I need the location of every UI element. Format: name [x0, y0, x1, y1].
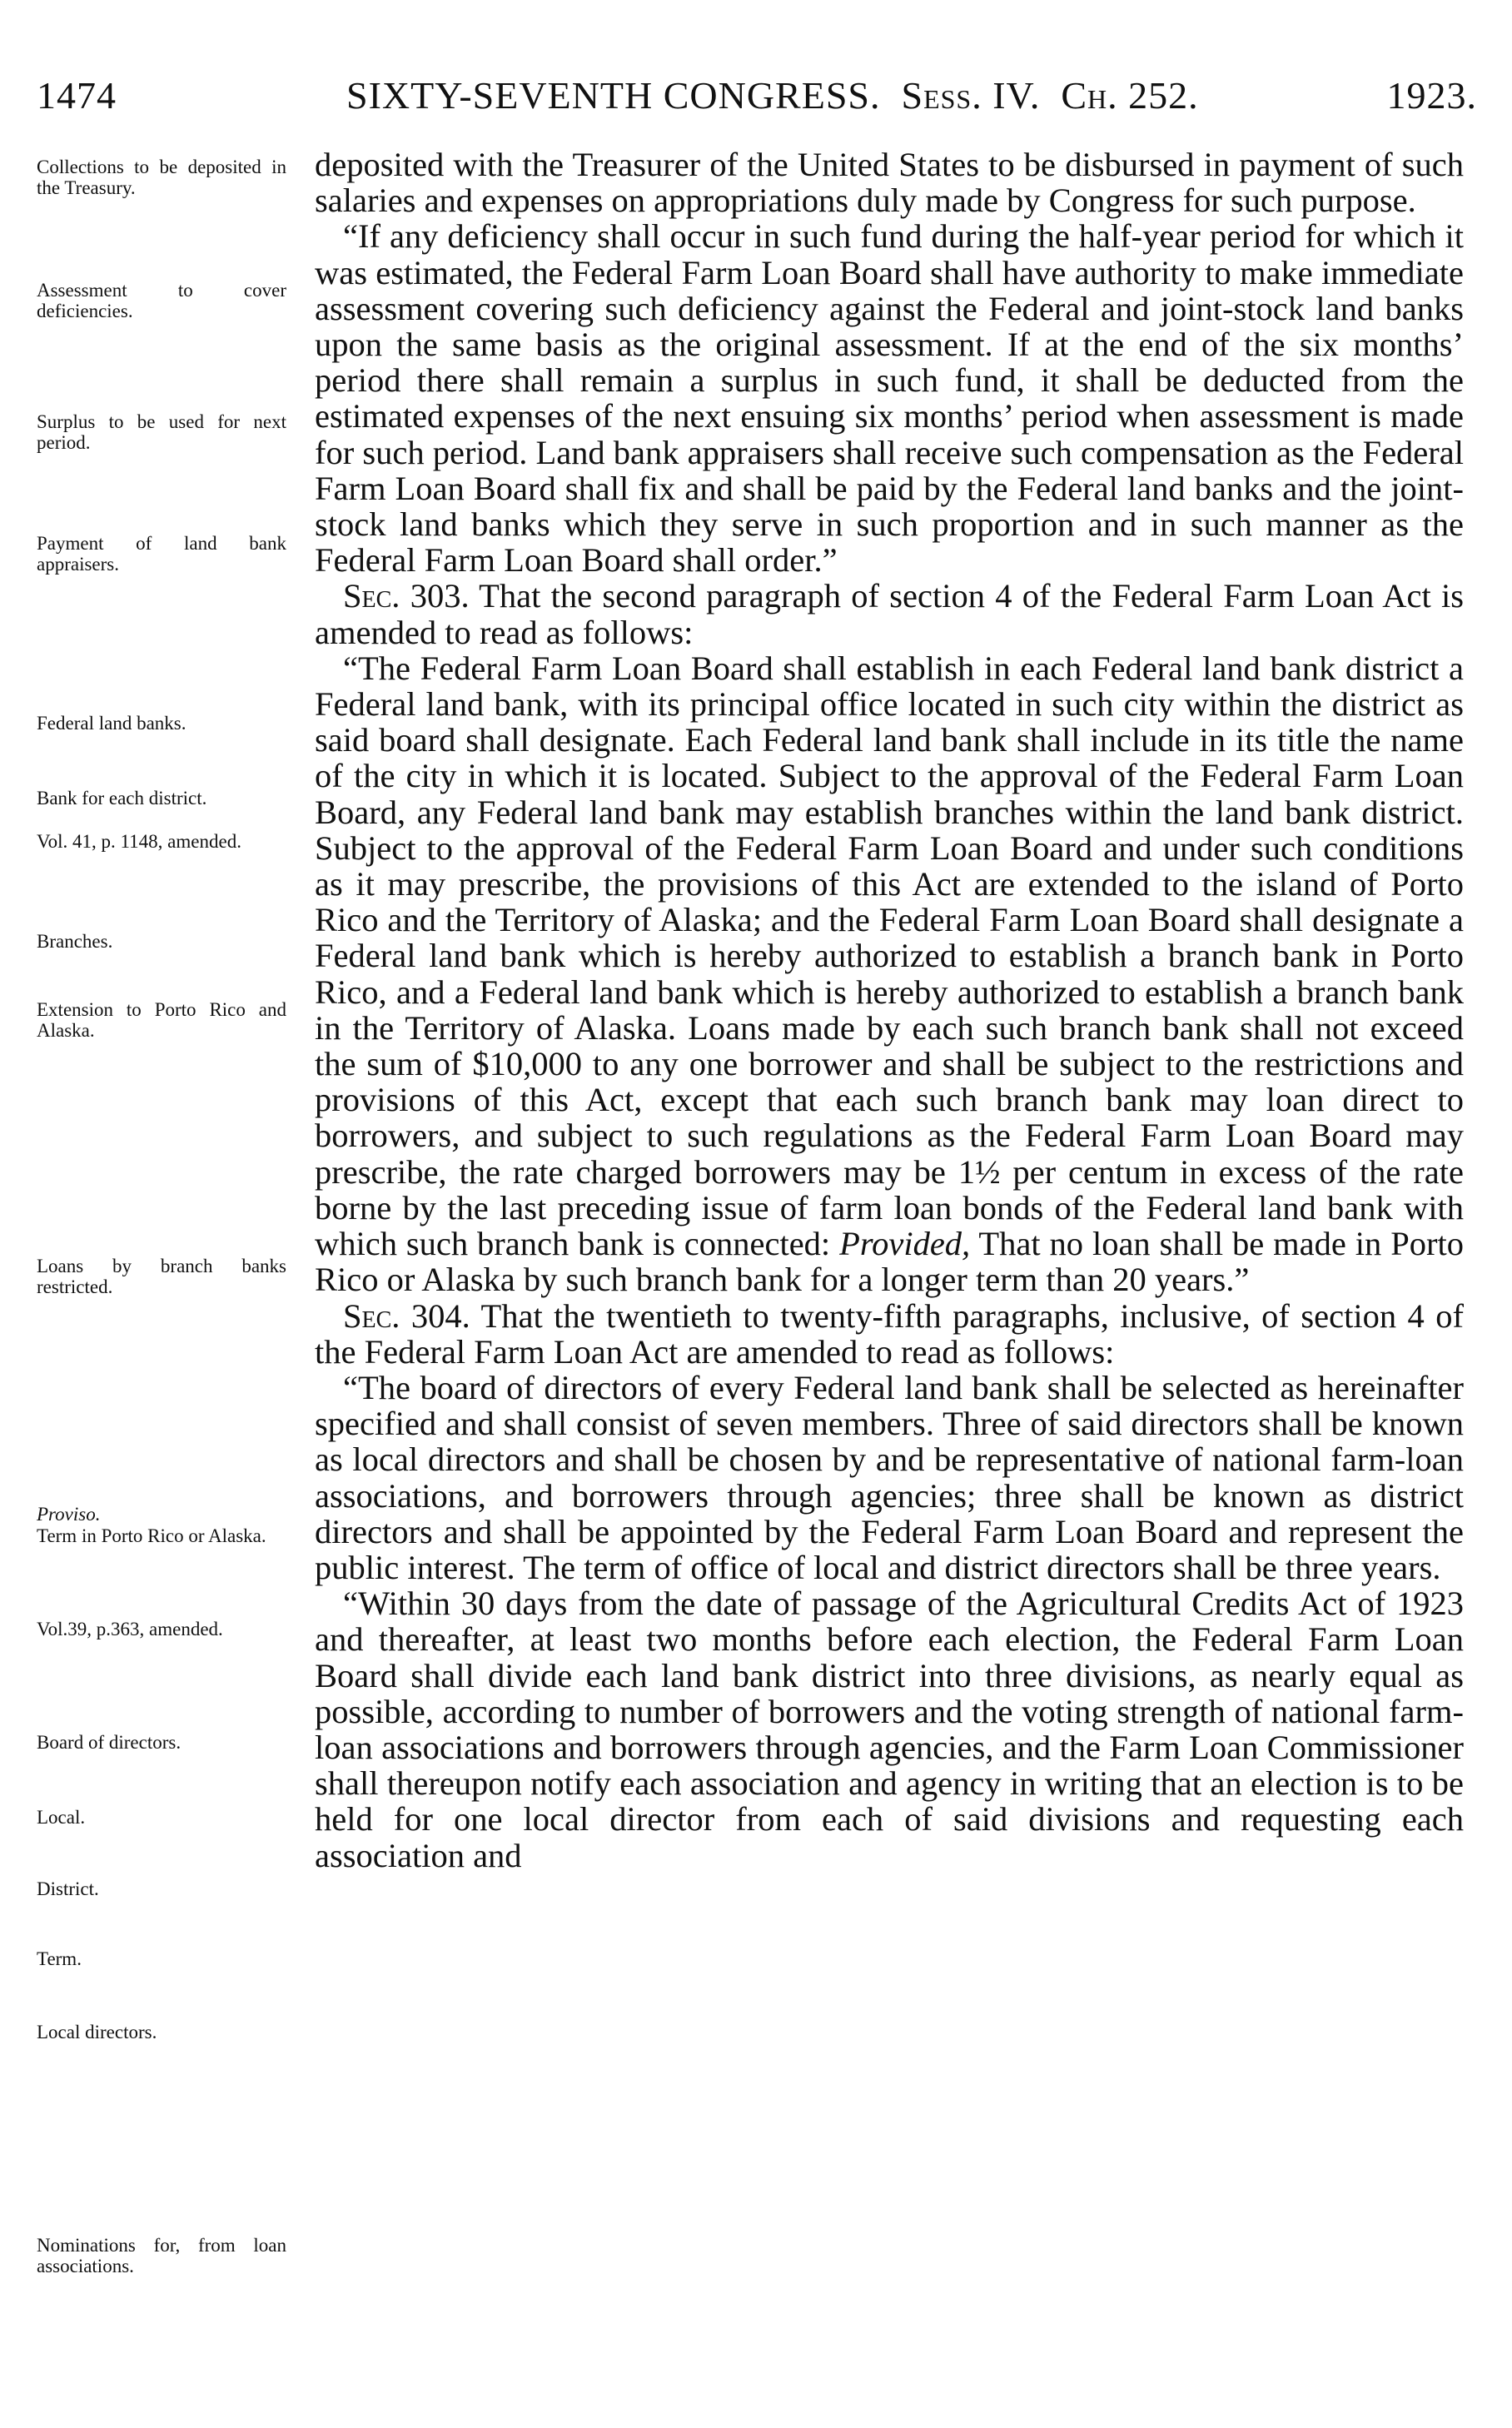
paragraph: “Within 30 days from the date of passage of the Agricultural Credits Act of 1923 and thereafter, at least two months before each election, the Federal Farm Loan Board shall divide each land bank district into three divisions, as nearly equal as possible, according to number of borrowers and the voting strength of national farm-loan associations and borrowers through agencies, and the Farm Loan Commissioner shall thereupon notify each association and agency in writing that an election is to be held for one local director from each of said divisions and requesting each association and — [315, 1585, 1464, 1874]
margin-note: Extension to Porto Rico and Alaska. — [37, 999, 286, 1041]
margin-note — [37, 1504, 286, 1525]
chapter-label: Ch. 252. — [1061, 74, 1199, 117]
margin-note: Federal land banks. — [37, 713, 187, 734]
running-title: SIXTY-SEVENTH CONGRESS. — [346, 74, 881, 117]
provided-term: Provided, — [839, 1225, 971, 1263]
section-text: That the twentieth to twenty-fifth paragraphs, inclusive, of section 4 of the Federal Farm Loan Act are amended to read as follows: — [315, 1296, 1464, 1371]
section-paragraph — [315, 578, 1464, 649]
paragraph: “If any deficiency shall occur in such fund during the half-year period for which it was estimated, the Federal Farm Loan Board shall have authority to make immediate assessment covering such deficiency against the Federal and joint-stock land banks upon the same basis as the original assessment. If at the end of the six months’ period there shall remain a surplus in such fund, it shall be deducted from the estimated expenses of the next ensuing six months’ period when assessment is made for such period. Land bank appraisers shall receive such compensation as the Federal Farm Loan Board shall fix and shall be paid by the Federal land banks and the joint-stock land banks which they serve in such proportion and in such manner as the Federal Farm Loan Board shall order.” — [315, 217, 1464, 580]
page-number: 1474 — [37, 74, 117, 117]
paragraph-text: “The Federal Farm Loan Board shall establish in each Federal land bank district a Federal land bank, with its principal office located in such city within the district as said board shall designate. Each Federal land bank shall include in its title the name of the city in which it is located. Subject to the approval of the Federal Farm Loan Board, any Federal land bank may establish branches within the land bank district. Subject to the approval of the Federal Farm Loan Board and under such conditions as it may prescribe, the provisions of this Act are extended to the island of Porto Rico and the Territory of Alaska; and the Federal Farm Loan Board shall designate a Federal land bank which is hereby authorized to establish a branch bank in Porto Rico, and a Federal land bank which is hereby authorized to establish a branch bank in the Territory of Alaska. Loans made by each such branch bank shall not exceed the sum of $10,000 to any one borrower and shall be subject to the restrictions and provisions of this Act, except that each such branch bank may loan direct to borrowers, and subject to such regulations as the Federal Farm Loan Board may prescribe, the rate charged borrowers may be 1½ per centum in excess of the rate borne by the last preceding issue of farm loan bonds of the Federal land bank with which such branch bank is connected: — [315, 649, 1464, 1263]
header-year: 1923. — [1386, 74, 1477, 117]
session-label: Sess. IV. — [901, 74, 1041, 117]
margin-note: Board of directors. — [37, 1732, 182, 1753]
proviso-label: Proviso. — [37, 1504, 101, 1525]
margin-note: Assessment to cover deficiencies. — [37, 280, 286, 321]
section-label: Sec. 303. — [343, 577, 470, 615]
margin-note: Loans by branch banks restricted. — [37, 1256, 286, 1297]
margin-note: Branches. — [37, 931, 113, 952]
section-paragraph — [315, 1298, 1464, 1370]
margin-note: Term. — [37, 1948, 82, 1969]
margin-note: Bank for each district. — [37, 788, 207, 809]
margin-note: Local. — [37, 1807, 86, 1828]
page-header — [37, 73, 1477, 123]
section-text: That the second paragraph of section 4 of the Federal Farm Loan Act is amended to read as follows: — [315, 577, 1464, 651]
paragraph-text: That no loan shall be made in Porto Rico or Alaska by such branch bank for a longer term than 20 years.” — [315, 1225, 1464, 1299]
section-label: Sec. 304. — [343, 1296, 470, 1335]
margin-note: Vol.39, p.363, amended. — [37, 1619, 223, 1639]
paragraph: deposited with the Treasurer of the United States to be disbursed in payment of such salaries and expenses on appropriations duly made by Congress for such purpose. — [315, 146, 1464, 220]
paragraph: “The board of directors of every Federal land bank shall be selected as hereinafter specified and shall consist of seven members. Three of said directors shall be known as local directors and shall be chosen by and be representative of national farm-loan associations, and borrowers through agencies; three shall be known as district directors and shall be appointed by the Federal Farm Loan Board and represent the public interest. The term of office of local and district directors shall be three years. — [315, 1368, 1464, 1586]
running-head — [346, 73, 1199, 117]
main-text — [315, 147, 1464, 1873]
margin-note: Payment of land bank appraisers. — [37, 533, 286, 575]
margin-note: Nominations for, from loan associations. — [37, 2235, 286, 2276]
margin-note: Term in Porto Rico or Alaska. — [37, 1525, 266, 1546]
margin-note: Collections to be deposited in the Treasury. — [37, 157, 286, 198]
margin-note: Surplus to be used for next period. — [37, 411, 286, 453]
paragraph — [315, 650, 1464, 1298]
margin-note: Vol. 41, p. 1148, amended. — [37, 831, 241, 852]
margin-note: District. — [37, 1878, 99, 1899]
margin-note: Local directors. — [37, 2022, 157, 2042]
